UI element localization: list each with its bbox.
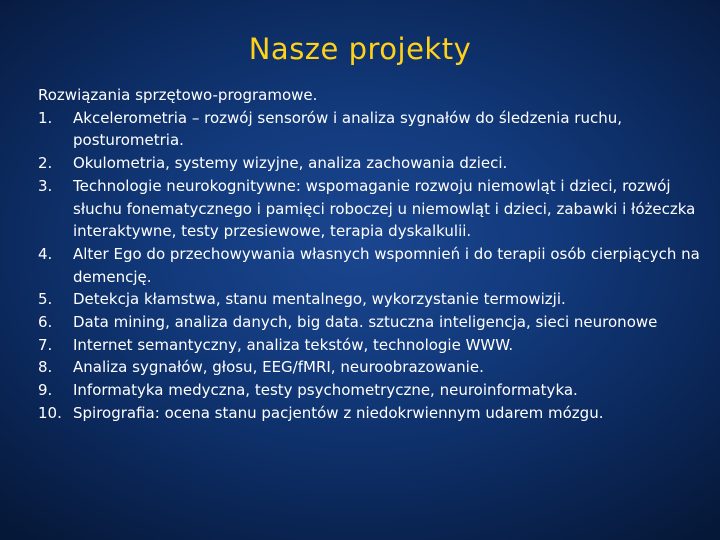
item-number: 10. [38,403,62,422]
list-item [38,379,710,402]
list-item [38,107,710,152]
list-item [38,402,710,425]
list-item [38,152,710,175]
item-number: 5. [38,290,53,309]
item-text: Alter Ego do przechowywania własnych wspomnień i do terapii osób cierpiących na demencję. [73,244,700,286]
list-item [38,311,710,334]
item-text: Akcelerometria – rozwój sensorów i analiza sygnałów do śledzenia ruchu, posturometria. [73,108,623,150]
item-number: 3. [38,176,53,195]
list-item [38,334,710,357]
list-item [38,288,710,311]
list-item [38,356,710,379]
slide-title: Nasze projekty [248,32,472,66]
item-number: 6. [38,313,53,332]
item-number: 8. [38,358,53,377]
item-number: 2. [38,154,53,173]
item-number: 9. [38,381,53,400]
item-number: 7. [38,335,53,354]
item-text: Detekcja kłamstwa, stanu mentalnego, wykorzystanie termowizji. [73,290,566,309]
intro-text: Rozwiązania sprzętowo-programowe. [38,86,318,104]
project-list [38,107,710,425]
item-text: Analiza sygnałów, głosu, EEG/fMRI, neuroobrazowanie. [73,358,484,377]
item-text: Spirografia: ocena stanu pacjentów z niedokrwiennym udarem mózgu. [73,403,604,422]
item-number: 1. [38,108,53,127]
item-number: 4. [38,244,53,263]
item-text: Informatyka medyczna, testy psychometryczne, neuroinformatyka. [73,381,578,400]
slide-content [38,84,710,425]
list-item [38,175,710,243]
list-item [38,243,710,288]
item-text: Data mining, analiza danych, big data. sztuczna inteligencja, sieci neuronowe [73,313,658,332]
item-text: Okulometria, systemy wizyjne, analiza zachowania dzieci. [73,154,508,173]
item-text: Technologie neurokognitywne: wspomaganie rozwoju niemowląt i dzieci, rozwój słuchu fonematycznego i pamięci roboczej u niemowląt i dzieci, zabawki i łóżeczka interaktywne, testy przesiewowe, terapia dyskalkulii. [73,176,696,241]
item-text: Internet semantyczny, analiza tekstów, technologie WWW. [73,335,514,354]
